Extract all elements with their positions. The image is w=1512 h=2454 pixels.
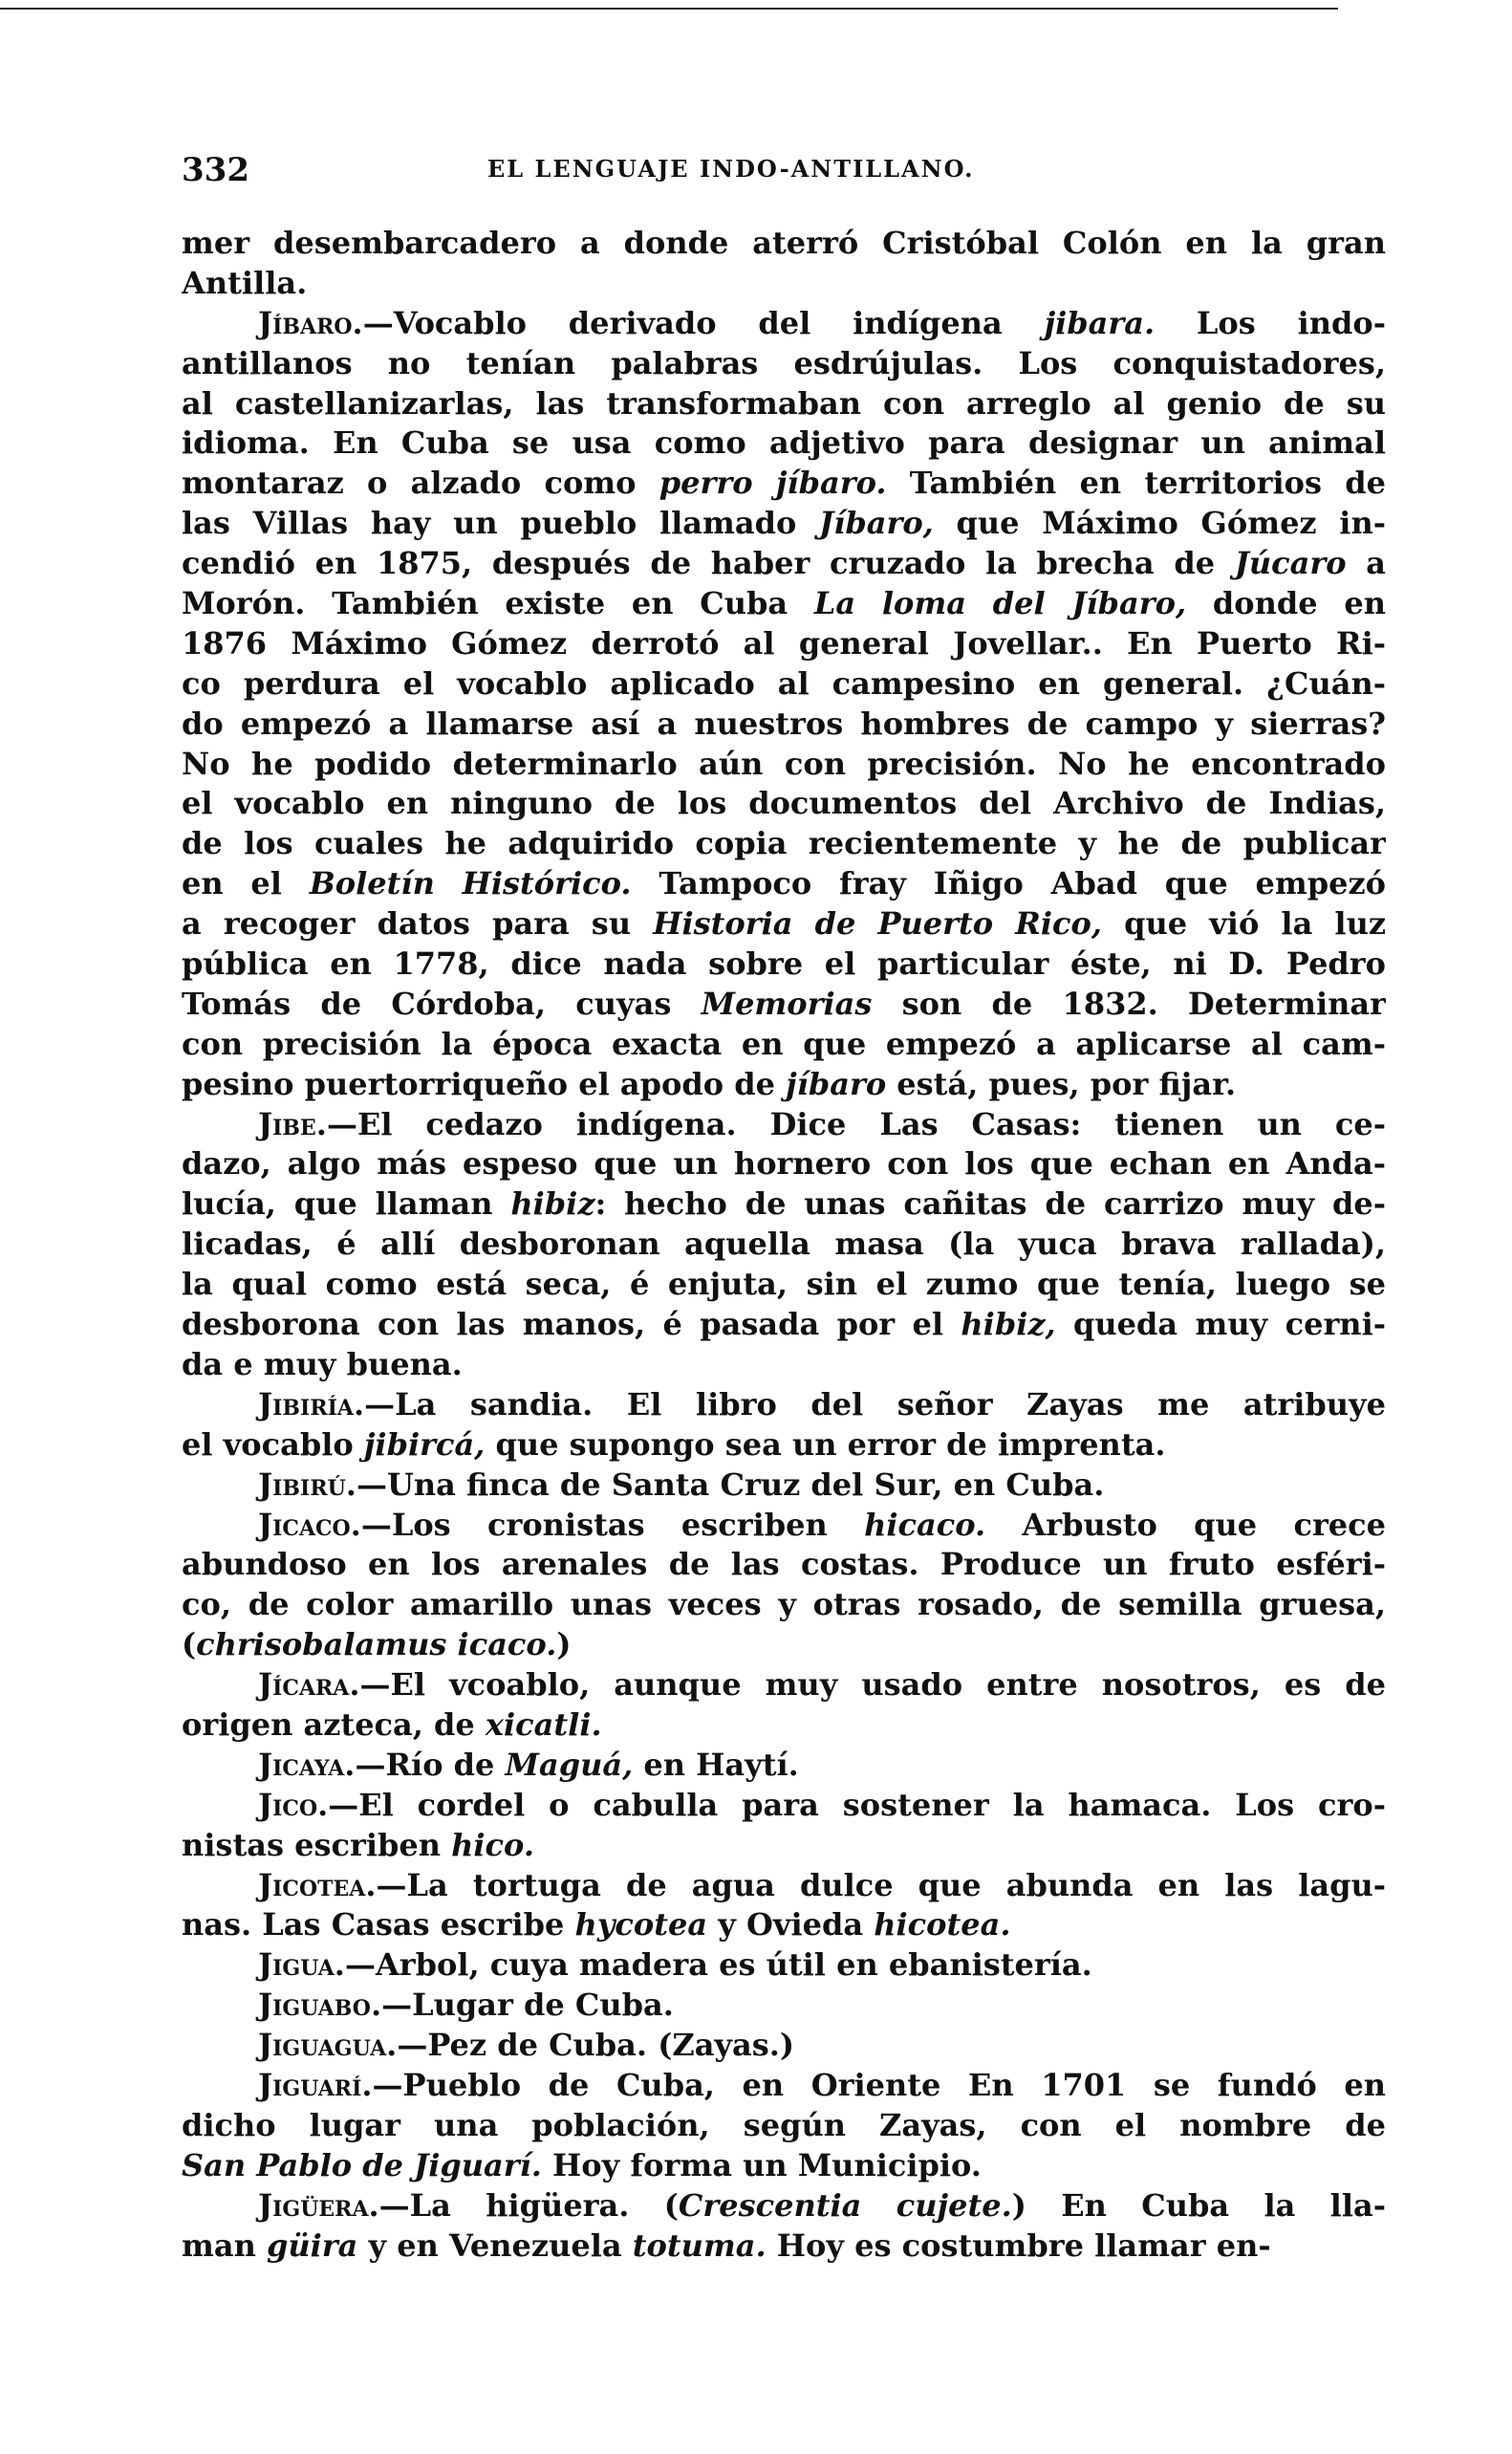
body-text — [182, 224, 1386, 2266]
italic-term: Historia de Puerto Rico, — [653, 905, 1102, 943]
text-segment: No he podido determinarlo aún con precisión. No he encontrado — [182, 745, 1386, 782]
text-segment: : hecho de unas cañitas de carrizo muy de- — [594, 1185, 1386, 1223]
text-segment: Morón. También existe en Cuba — [182, 585, 814, 622]
text-line — [182, 1466, 1386, 1506]
text-line — [182, 1025, 1386, 1065]
text-line — [182, 2186, 1386, 2226]
text-segment: con precisión la época exacta en que empezó a aplicarse al cam- — [182, 1025, 1386, 1062]
text-segment: que supongo sea un error de imprenta. — [485, 1425, 1166, 1463]
text-segment: Tampoco fray Iñigo Abad que empezó — [631, 865, 1386, 902]
text-line — [182, 1425, 1386, 1466]
text-line — [182, 1345, 1386, 1385]
text-segment: idioma. En Cuba se usa como adjetivo para designar un animal — [182, 424, 1386, 462]
text-segment: dicho lugar una población, según Zayas, con el nombre de — [182, 2106, 1386, 2143]
text-line — [182, 584, 1386, 624]
text-segment: son de 1832. Determinar — [872, 985, 1386, 1022]
text-segment: está, pues, por fijar. — [886, 1065, 1237, 1102]
text-segment: nas. Las Casas escribe — [182, 1906, 575, 1944]
text-segment: abundoso en los arenales de las costas. Produce un fruto esféri- — [182, 1546, 1386, 1583]
text-segment: —Lugar de Cuba. — [381, 1987, 674, 2024]
text-line — [182, 824, 1386, 864]
text-segment: —La tortuga de agua dulce que abunda en las lagu- — [376, 1866, 1386, 1903]
text-segment: —Vocablo derivado del indígena — [362, 304, 1045, 341]
entry-headword: Jiguagua. — [258, 2027, 398, 2064]
text-line — [182, 2026, 1386, 2066]
text-line — [182, 304, 1386, 344]
text-segment: dazo, algo más espeso que un hornero con los que echan en Anda- — [182, 1145, 1386, 1183]
text-segment: También en territorios de — [886, 465, 1386, 502]
text-segment: Hoy forma un Municipio. — [541, 2146, 982, 2183]
text-line — [182, 423, 1386, 464]
text-line — [182, 1945, 1386, 1986]
text-line — [182, 1225, 1386, 1265]
text-line — [182, 1105, 1386, 1145]
entry-headword: Jiguarí. — [258, 2066, 373, 2103]
text-segment: —Una finca de Santa Cruz del Sur, en Cuba. — [356, 1466, 1105, 1503]
text-line — [182, 1065, 1386, 1105]
text-segment: Antilla. — [182, 264, 308, 301]
italic-term: totuma. — [632, 2226, 767, 2264]
text-line — [182, 224, 1386, 264]
text-line — [182, 1705, 1386, 1746]
entry-headword: Jigua. — [258, 1946, 345, 1984]
text-line — [182, 384, 1386, 424]
text-segment: da e muy buena. — [182, 1345, 463, 1382]
text-segment: Hoy es costumbre llamar en- — [766, 2226, 1271, 2264]
text-line — [182, 1786, 1386, 1826]
text-segment: —Pez de Cuba. (Zayas.) — [397, 2027, 795, 2064]
text-segment: pesino puertorriqueño el apodo de — [182, 1065, 787, 1102]
text-line — [182, 2066, 1386, 2106]
text-line — [182, 1144, 1386, 1184]
italic-term: hico. — [451, 1826, 534, 1863]
text-segment: y Ovieda — [707, 1906, 875, 1944]
entry-headword: Jiguabo. — [258, 1987, 382, 2024]
text-segment: origen azteca, de — [182, 1705, 486, 1743]
text-line — [182, 1265, 1386, 1305]
text-segment: —Los cronistas escriben — [360, 1506, 865, 1543]
italic-term: jíbaro — [786, 1065, 887, 1102]
entry-headword: Jibiría. — [258, 1385, 365, 1422]
text-segment: mer desembarcadero a donde aterró Cristóbal Colón en la gran — [182, 225, 1386, 261]
text-line — [182, 784, 1386, 824]
text-segment: al castellanizarlas, las transformaban con arreglo al genio de su — [182, 384, 1386, 422]
text-segment: ) — [556, 1626, 572, 1663]
text-segment: —Río de — [355, 1746, 506, 1783]
italic-term: xicatli. — [485, 1705, 602, 1743]
italic-term: San Pablo de Jiguarí. — [182, 2146, 542, 2183]
text-line — [182, 1746, 1386, 1786]
text-segment: ( — [182, 1626, 197, 1663]
text-segment: —El cordel o cabulla para sostener la hamaca. Los cro- — [328, 1786, 1386, 1823]
text-line — [182, 264, 1386, 304]
text-segment: ) En Cuba la lla- — [1011, 2186, 1386, 2224]
italic-term: hycotea — [574, 1906, 708, 1944]
text-segment: —Arbol, cuya madera es útil en ebanistería. — [344, 1946, 1092, 1984]
italic-term: güira — [267, 2226, 358, 2264]
text-segment: la qual como está seca, é enjuta, sin el zumo que tenía, luego se — [182, 1266, 1386, 1303]
entry-headword: Jíbaro. — [258, 304, 363, 341]
text-segment: —La higüera. ( — [378, 2186, 679, 2224]
italic-term: Maguá, — [505, 1746, 634, 1783]
page-number: 332 — [182, 151, 249, 189]
text-line — [182, 664, 1386, 705]
text-segment: queda muy cerni- — [1055, 1306, 1386, 1343]
text-segment: donde en — [1186, 585, 1386, 622]
text-segment: el vocablo — [182, 1425, 364, 1463]
text-segment: que Máximo Gómez in- — [933, 505, 1386, 542]
text-line — [182, 1545, 1386, 1585]
italic-term: jibircá, — [363, 1425, 486, 1463]
entry-headword: Jibe. — [258, 1105, 327, 1142]
text-segment: —El cedazo indígena. Dice Las Casas: tienen un ce- — [326, 1105, 1386, 1142]
italic-term: hibiz, — [961, 1306, 1056, 1343]
text-segment: desborona con las manos, é pasada por el — [182, 1306, 961, 1343]
text-segment: —Pueblo de Cuba, en Oriente En 1701 se fundó en — [372, 2066, 1386, 2103]
text-segment: do empezó a llamarse así a nuestros hombres de campo y sierras? — [182, 705, 1386, 742]
text-line — [182, 1986, 1386, 2026]
text-line — [182, 904, 1386, 945]
running-title: EL LENGUAJE INDO-ANTILLANO. — [487, 155, 975, 183]
text-line — [182, 945, 1386, 985]
entry-headword: Jigüera. — [258, 2186, 379, 2224]
text-segment: antillanos no tenían palabras esdrújulas. Los conquistadores, — [182, 344, 1386, 381]
text-line — [182, 1385, 1386, 1425]
text-segment: y en Venezuela — [357, 2226, 633, 2264]
italic-term: Memorias — [701, 985, 873, 1022]
text-line — [182, 2226, 1386, 2267]
text-line — [182, 544, 1386, 584]
text-segment: licadas, é allí desboronan aquella masa (la yuca brava rallada), — [182, 1226, 1386, 1263]
text-line — [182, 2106, 1386, 2146]
italic-term: Jíbaro, — [819, 505, 934, 542]
italic-term: jibara. — [1044, 304, 1156, 341]
entry-headword: Jibirú. — [258, 1466, 356, 1503]
text-segment: cendió en 1875, después de haber cruzado la brecha de — [182, 545, 1235, 582]
text-segment: en Haytí. — [633, 1746, 799, 1783]
text-segment: a — [1346, 545, 1386, 582]
entry-headword: Jícara. — [258, 1666, 360, 1704]
entry-headword: Jicaco. — [258, 1506, 361, 1543]
text-segment: 1876 Máximo Gómez derrotó al general Jovellar.. En Puerto Ri- — [182, 624, 1386, 662]
text-line — [182, 1826, 1386, 1866]
text-line — [182, 1665, 1386, 1705]
text-line — [182, 864, 1386, 904]
text-segment: el vocablo en ninguno de los documentos del Archivo de Indias, — [182, 785, 1386, 822]
text-line — [182, 2146, 1386, 2186]
text-segment: a recoger datos para su — [182, 905, 654, 943]
entry-headword: Jicotea. — [258, 1866, 377, 1903]
text-segment: co, de color amarillo unas veces y otras rosado, de semilla gruesa, — [182, 1586, 1386, 1623]
text-line — [182, 745, 1386, 785]
text-line — [182, 1506, 1386, 1546]
italic-term: hicotea. — [874, 1906, 1011, 1944]
text-segment: man — [182, 2226, 267, 2264]
text-segment: Tomás de Córdoba, cuyas — [182, 985, 702, 1022]
text-segment: co perdura el vocablo aplicado al campesino en general. ¿Cuán- — [182, 664, 1386, 702]
text-line — [182, 1305, 1386, 1345]
text-line — [182, 464, 1386, 504]
italic-term: chrisobalamus icaco. — [196, 1626, 557, 1663]
text-segment: montaraz o alzado como — [182, 465, 659, 502]
italic-term: hicaco. — [864, 1506, 986, 1543]
italic-term: La loma del Jíbaro, — [813, 585, 1187, 622]
top-rule — [0, 8, 1338, 10]
text-segment: lucía, que llaman — [182, 1185, 511, 1223]
text-segment: que vió la luz — [1101, 905, 1386, 943]
text-line — [182, 624, 1386, 664]
text-segment: pública en 1778, dice nada sobre el particular éste, ni D. Pedro — [182, 945, 1386, 983]
text-segment: Los indo- — [1155, 304, 1386, 341]
text-segment: —La sandia. El libro del señor Zayas me atribuye — [364, 1385, 1386, 1422]
italic-term: Júcaro — [1234, 545, 1347, 582]
text-line — [182, 705, 1386, 745]
text-line — [182, 344, 1386, 384]
text-line — [182, 1625, 1386, 1665]
text-segment: las Villas hay un pueblo llamado — [182, 505, 820, 542]
italic-term: Crescentia cujete. — [678, 2186, 1012, 2224]
text-segment: de los cuales he adquirido copia recientemente y he de publicar — [182, 825, 1386, 862]
italic-term: Boletín Histórico. — [309, 865, 632, 902]
italic-term: perro jíbaro. — [659, 465, 887, 502]
text-line — [182, 1905, 1386, 1945]
page-header — [182, 151, 1386, 189]
text-line — [182, 1585, 1386, 1625]
entry-headword: Jicaya. — [258, 1746, 356, 1783]
text-segment: en el — [182, 865, 310, 902]
text-segment: nistas escriben — [182, 1826, 452, 1863]
text-line — [182, 1866, 1386, 1906]
text-line — [182, 504, 1386, 544]
text-segment: —El vcoablo, aunque muy usado entre nosotros, es de — [359, 1666, 1386, 1704]
italic-term: hibiz — [510, 1185, 595, 1223]
text-line — [182, 1184, 1386, 1225]
text-segment: Arbusto que crece — [985, 1506, 1386, 1543]
text-line — [182, 985, 1386, 1025]
entry-headword: Jico. — [258, 1786, 329, 1823]
